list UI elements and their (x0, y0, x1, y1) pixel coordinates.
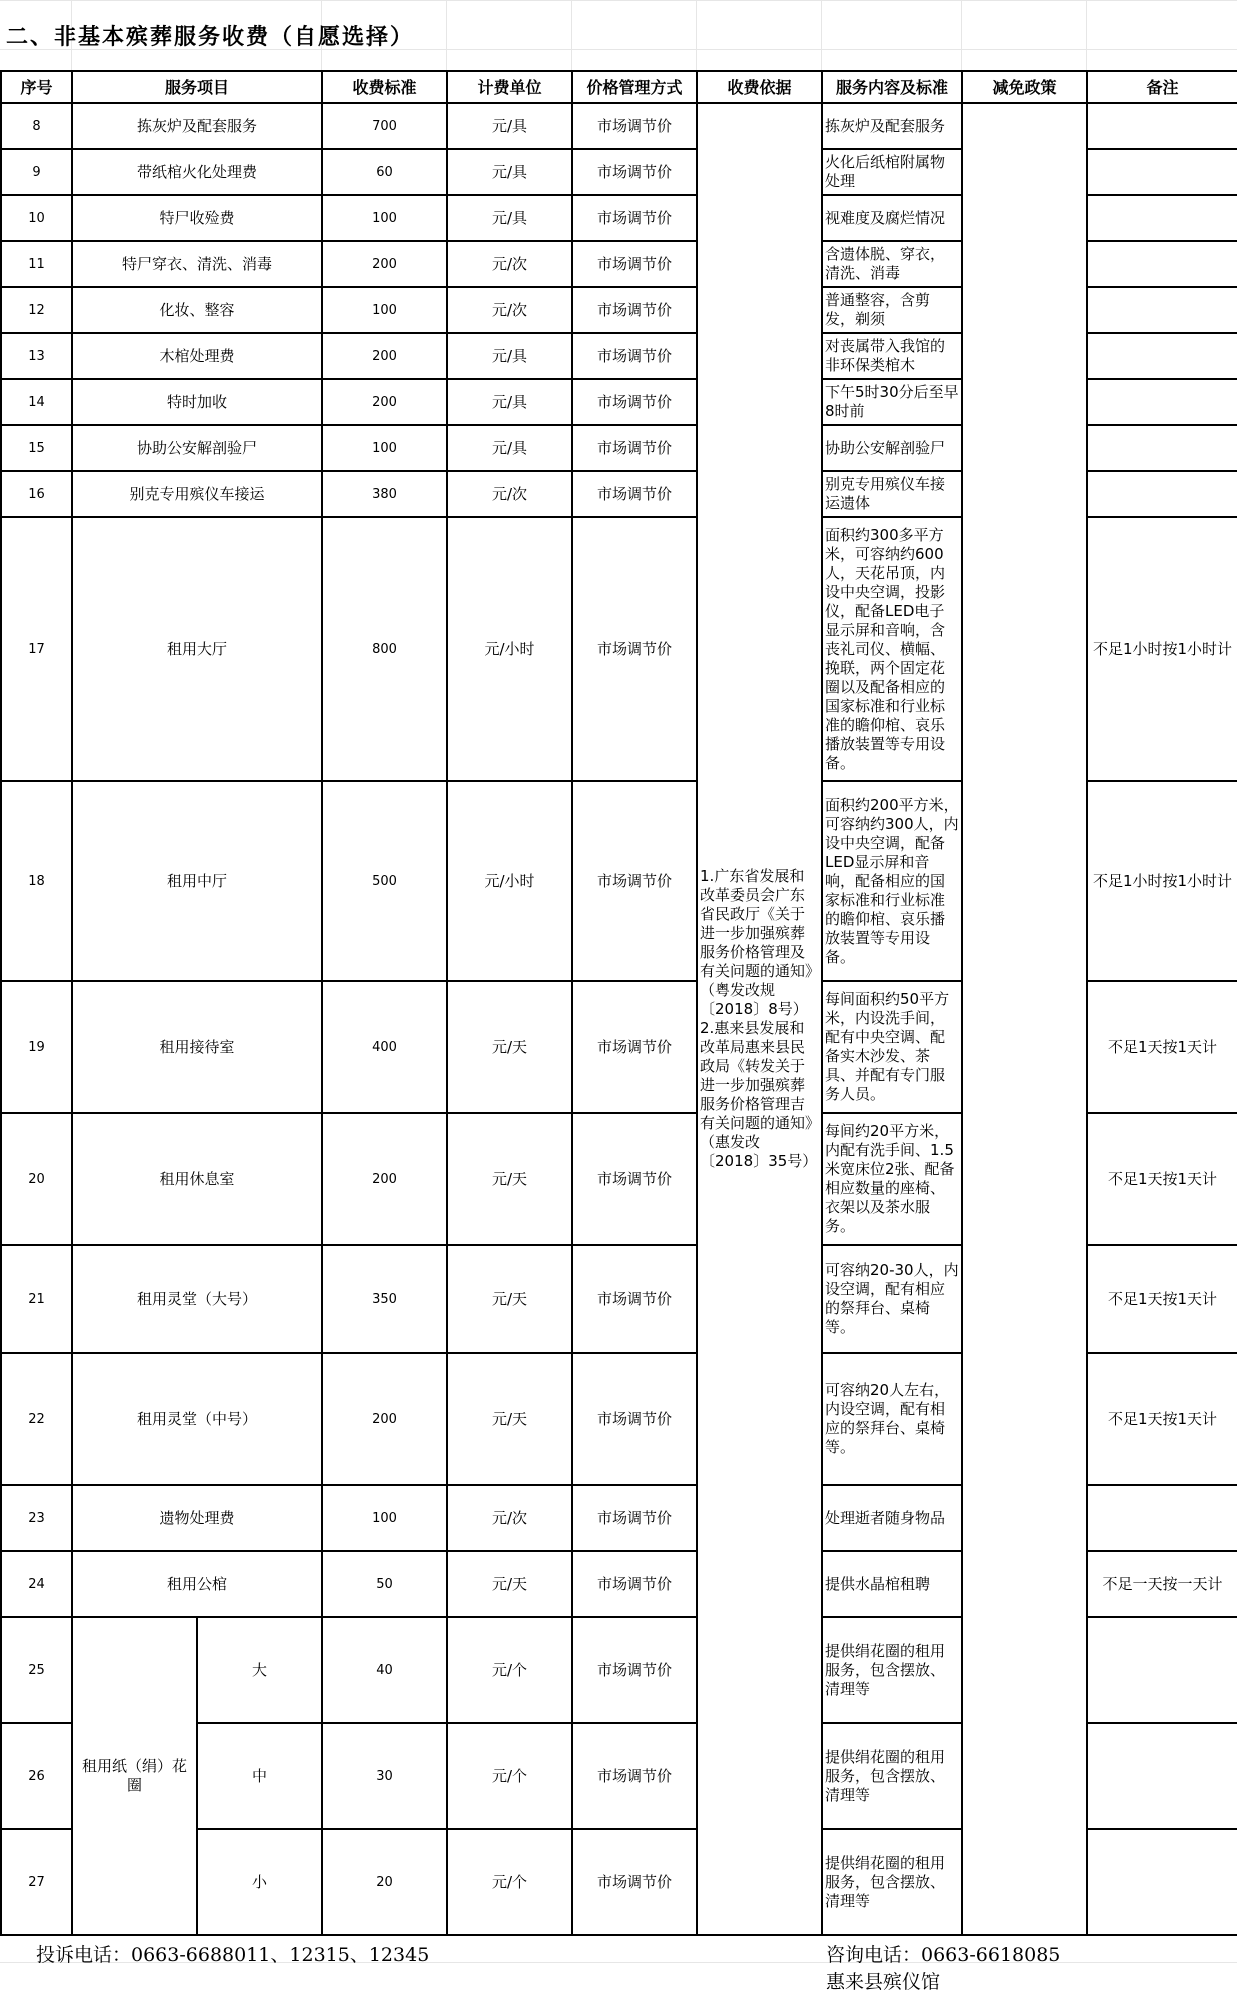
cell-content: 提供水晶棺租聘 (822, 1551, 962, 1617)
cell-note (1087, 333, 1237, 379)
cell-mgmt: 市场调节价 (572, 1617, 697, 1723)
cell-price: 100 (322, 1485, 447, 1551)
page-title: 二、非基本殡葬服务收费（自愿选择） (6, 24, 415, 50)
sheet-gridline (1086, 0, 1087, 70)
cell-no: 12 (1, 287, 72, 333)
fee-table (0, 70, 1237, 1936)
cell-unit: 元/具 (447, 425, 572, 471)
cell-note: 不足一天按一天计 (1087, 1551, 1237, 1617)
cell-price: 700 (322, 103, 447, 149)
cell-note (1087, 425, 1237, 471)
header-basis: 收费依据 (697, 71, 822, 103)
cell-no: 14 (1, 379, 72, 425)
cell-no: 27 (1, 1829, 72, 1935)
cell-size: 大 (197, 1617, 322, 1723)
cell-mgmt: 市场调节价 (572, 1353, 697, 1485)
cell-unit: 元/次 (447, 287, 572, 333)
cell-price: 380 (322, 471, 447, 517)
cell-price: 100 (322, 195, 447, 241)
cell-no: 23 (1, 1485, 72, 1551)
cell-unit: 元/具 (447, 195, 572, 241)
cell-item: 别克专用殡仪车接运 (72, 471, 322, 517)
cell-price: 60 (322, 149, 447, 195)
cell-no: 20 (1, 1113, 72, 1245)
cell-no: 19 (1, 981, 72, 1113)
cell-content: 拣灰炉及配套服务 (822, 103, 962, 149)
cell-unit: 元/具 (447, 379, 572, 425)
cell-mgmt: 市场调节价 (572, 195, 697, 241)
cell-no: 17 (1, 517, 72, 781)
cell-note: 不足1小时按1小时计 (1087, 517, 1237, 781)
cell-content: 含遗体脱、穿衣，清洗、消毒 (822, 241, 962, 287)
cell-content: 提供绢花圈的租用服务，包含摆放、清理等 (822, 1829, 962, 1935)
cell-mgmt: 市场调节价 (572, 981, 697, 1113)
cell-no: 11 (1, 241, 72, 287)
cell-item: 租用纸（绢）花圈 (72, 1617, 197, 1935)
cell-content: 处理逝者随身物品 (822, 1485, 962, 1551)
sheet-gridline (0, 0, 1237, 1)
cell-price: 800 (322, 517, 447, 781)
header-item: 服务项目 (72, 71, 322, 103)
cell-mgmt: 市场调节价 (572, 333, 697, 379)
cell-mgmt: 市场调节价 (572, 1485, 697, 1551)
cell-note (1087, 1617, 1237, 1723)
cell-price: 400 (322, 981, 447, 1113)
cell-note (1087, 241, 1237, 287)
cell-content: 可容纳20-30人，内设空调，配有相应的祭拜台、桌椅等。 (822, 1245, 962, 1353)
cell-no: 9 (1, 149, 72, 195)
cell-price: 200 (322, 241, 447, 287)
cell-size: 中 (197, 1723, 322, 1829)
cell-mgmt: 市场调节价 (572, 517, 697, 781)
cell-content: 可容纳20人左右，内设空调，配有相应的祭拜台、桌椅等。 (822, 1353, 962, 1485)
cell-item: 木棺处理费 (72, 333, 322, 379)
cell-item: 拣灰炉及配套服务 (72, 103, 322, 149)
cell-price: 200 (322, 333, 447, 379)
cell-note (1087, 103, 1237, 149)
cell-item: 特尸穿衣、清洗、消毒 (72, 241, 322, 287)
cell-size: 小 (197, 1829, 322, 1935)
cell-no: 16 (1, 471, 72, 517)
sheet-gridline (961, 0, 962, 70)
cell-item: 租用灵堂（中号） (72, 1353, 322, 1485)
cell-unit: 元/具 (447, 333, 572, 379)
cell-note (1087, 471, 1237, 517)
cell-unit: 元/天 (447, 1113, 572, 1245)
cell-note (1087, 195, 1237, 241)
sheet-gridline (821, 0, 822, 70)
header-unit: 计费单位 (447, 71, 572, 103)
cell-price: 200 (322, 379, 447, 425)
cell-unit: 元/天 (447, 1551, 572, 1617)
header-policy: 减免政策 (962, 71, 1087, 103)
cell-no: 18 (1, 781, 72, 981)
cell-mgmt: 市场调节价 (572, 1829, 697, 1935)
cell-no: 24 (1, 1551, 72, 1617)
cell-mgmt: 市场调节价 (572, 471, 697, 517)
cell-mgmt: 市场调节价 (572, 103, 697, 149)
cell-mgmt: 市场调节价 (572, 241, 697, 287)
cell-unit: 元/个 (447, 1617, 572, 1723)
cell-item: 特尸收殓费 (72, 195, 322, 241)
cell-note: 不足1天按1天计 (1087, 1113, 1237, 1245)
cell-content: 对丧属带入我馆的非环保类棺木 (822, 333, 962, 379)
cell-unit: 元/天 (447, 981, 572, 1113)
cell-unit: 元/次 (447, 471, 572, 517)
cell-mgmt: 市场调节价 (572, 425, 697, 471)
cell-price: 100 (322, 425, 447, 471)
cell-unit: 元/个 (447, 1829, 572, 1935)
cell-unit: 元/小时 (447, 517, 572, 781)
cell-content: 每间约20平方米，内配有洗手间、1.5米宽床位2张、配备相应数量的座椅、衣架以及茶水服务。 (822, 1113, 962, 1245)
cell-price: 100 (322, 287, 447, 333)
cell-note (1087, 287, 1237, 333)
sheet-gridline (571, 0, 572, 70)
cell-content: 协助公安解剖验尸 (822, 425, 962, 471)
cell-unit: 元/个 (447, 1723, 572, 1829)
cell-no: 25 (1, 1617, 72, 1723)
cell-content: 视难度及腐烂情况 (822, 195, 962, 241)
cell-item: 租用大厅 (72, 517, 322, 781)
cell-note: 不足1天按1天计 (1087, 1353, 1237, 1485)
cell-basis: 1.广东省发展和改革委员会广东省民政厅《关于进一步加强殡葬服务价格管理及有关问题的通知》（粤发改规〔2018〕8号） 2.惠来县发展和改革局惠来县民政局《转发关于进一步加强殡葬服务价格管理吉有关问题的通知》（惠发改〔2018〕35号） (697, 103, 822, 1935)
cell-content: 普通整容，含剪发，剃须 (822, 287, 962, 333)
cell-item: 租用休息室 (72, 1113, 322, 1245)
cell-mgmt: 市场调节价 (572, 781, 697, 981)
cell-unit: 元/天 (447, 1245, 572, 1353)
cell-unit: 元/次 (447, 1485, 572, 1551)
cell-item: 化妆、整容 (72, 287, 322, 333)
cell-content: 提供绢花圈的租用服务，包含摆放、清理等 (822, 1723, 962, 1829)
organization-name: 惠来县殡仪馆 (826, 1971, 941, 1993)
cell-note (1087, 149, 1237, 195)
cell-note (1087, 379, 1237, 425)
cell-item: 特时加收 (72, 379, 322, 425)
cell-item: 带纸棺火化处理费 (72, 149, 322, 195)
cell-price: 200 (322, 1113, 447, 1245)
cell-content: 别克专用殡仪车接运遗体 (822, 471, 962, 517)
cell-content: 提供绢花圈的租用服务，包含摆放、清理等 (822, 1617, 962, 1723)
cell-content: 面积约300多平方米，可容纳约600人，天花吊顶，内设中央空调，投影仪，配备LED电子显示屏和音响，含丧礼司仪、横幅、挽联，两个固定花圈以及配备相应的国家标准和行业标准的瞻仰棺、哀乐播放装置等专用设备。 (822, 517, 962, 781)
cell-no: 15 (1, 425, 72, 471)
header-mgmt: 价格管理方式 (572, 71, 697, 103)
cell-unit: 元/具 (447, 149, 572, 195)
cell-content: 下午5时30分后至早8时前 (822, 379, 962, 425)
cell-mgmt: 市场调节价 (572, 1551, 697, 1617)
cell-note: 不足1天按1天计 (1087, 1245, 1237, 1353)
cell-no: 8 (1, 103, 72, 149)
complaint-phone: 投诉电话：0663-6688011、12315、12345 (36, 1944, 430, 1966)
cell-no: 21 (1, 1245, 72, 1353)
cell-note (1087, 1829, 1237, 1935)
cell-note: 不足1天按1天计 (1087, 981, 1237, 1113)
cell-item: 租用中厅 (72, 781, 322, 981)
cell-policy (962, 103, 1087, 1935)
cell-unit: 元/天 (447, 1353, 572, 1485)
header-content: 服务内容及标准 (822, 71, 962, 103)
cell-item: 租用接待室 (72, 981, 322, 1113)
cell-mgmt: 市场调节价 (572, 1113, 697, 1245)
cell-item: 租用灵堂（大号） (72, 1245, 322, 1353)
cell-note (1087, 1485, 1237, 1551)
cell-content: 每间面积约50平方米，内设洗手间，配有中央空调、配备实木沙发、茶具、并配有专门服务人员。 (822, 981, 962, 1113)
cell-price: 200 (322, 1353, 447, 1485)
cell-unit: 元/次 (447, 241, 572, 287)
cell-price: 30 (322, 1723, 447, 1829)
sheet-gridline (446, 0, 447, 70)
cell-note (1087, 1723, 1237, 1829)
cell-mgmt: 市场调节价 (572, 1723, 697, 1829)
cell-price: 350 (322, 1245, 447, 1353)
header-price: 收费标准 (322, 71, 447, 103)
cell-no: 10 (1, 195, 72, 241)
cell-no: 26 (1, 1723, 72, 1829)
table-row (1, 103, 1237, 149)
header-row (1, 71, 1237, 103)
cell-price: 500 (322, 781, 447, 981)
cell-item: 协助公安解剖验尸 (72, 425, 322, 471)
sheet-gridline (696, 0, 697, 70)
cell-unit: 元/小时 (447, 781, 572, 981)
cell-item: 租用公棺 (72, 1551, 322, 1617)
cell-note: 不足1小时按1小时计 (1087, 781, 1237, 981)
cell-mgmt: 市场调节价 (572, 149, 697, 195)
cell-price: 40 (322, 1617, 447, 1723)
consult-phone: 咨询电话：0663-6618085 (826, 1944, 1061, 1966)
cell-mgmt: 市场调节价 (572, 379, 697, 425)
cell-content: 火化后纸棺附属物处理 (822, 149, 962, 195)
header-note: 备注 (1087, 71, 1237, 103)
cell-no: 22 (1, 1353, 72, 1485)
cell-content: 面积约200平方米，可容纳约300人，内设中央空调，配备LED显示屏和音响，配备相应的国家标准和行业标准的瞻仰棺、哀乐播放装置等专用设备。 (822, 781, 962, 981)
cell-mgmt: 市场调节价 (572, 287, 697, 333)
cell-mgmt: 市场调节价 (572, 1245, 697, 1353)
header-no: 序号 (1, 71, 72, 103)
cell-unit: 元/具 (447, 103, 572, 149)
cell-price: 20 (322, 1829, 447, 1935)
cell-no: 13 (1, 333, 72, 379)
cell-item: 遗物处理费 (72, 1485, 322, 1551)
cell-price: 50 (322, 1551, 447, 1617)
